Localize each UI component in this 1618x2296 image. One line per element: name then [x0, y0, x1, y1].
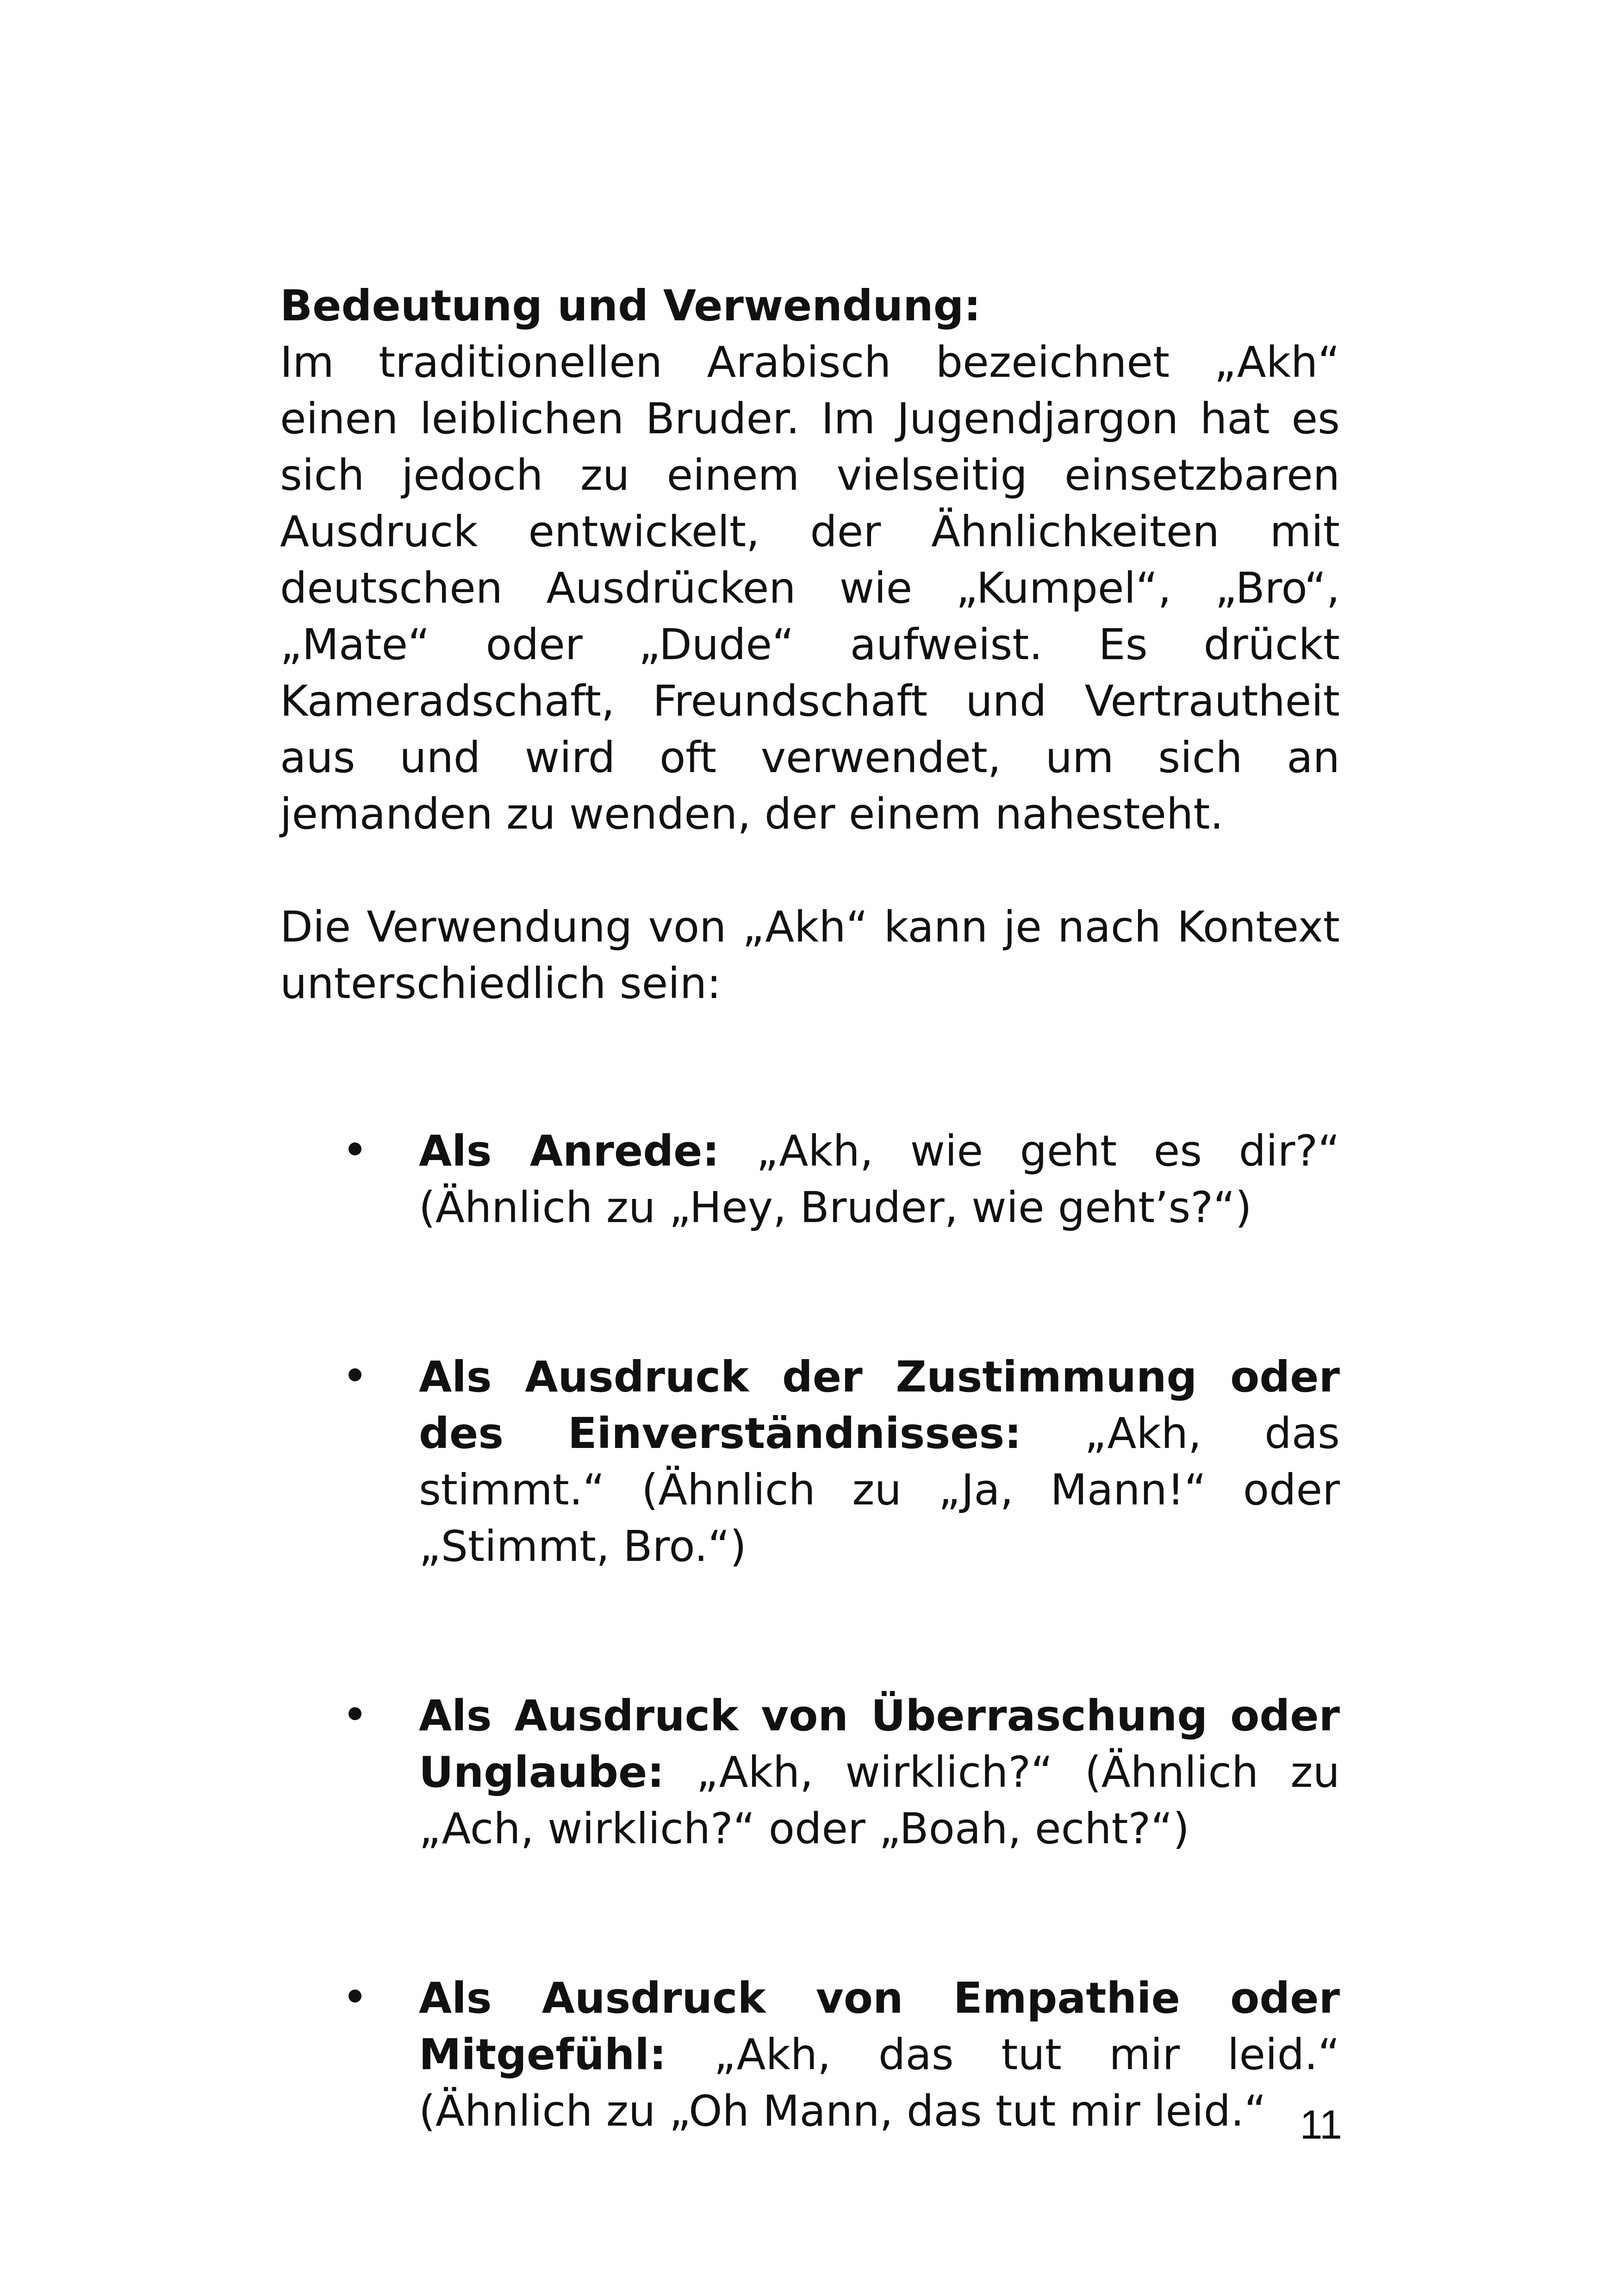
bullet-icon	[348, 1142, 361, 1155]
list-item-text: „Akh, wirklich?“ (Ähnlich zu „Ach, wirklich?“ oder „Boah, echt?“)	[419, 1747, 1340, 1853]
list-item-text: „Akh, wie geht es dir?“ (Ähnlich zu „Hey, Bruder, wie geht’s?“)	[419, 1126, 1340, 1232]
list-item	[280, 1349, 1340, 1575]
page-number: 11	[1300, 2102, 1342, 2147]
bullet-icon	[348, 1707, 361, 1720]
list-item	[280, 1970, 1340, 2140]
page-content	[280, 278, 1340, 2140]
bullet-icon	[348, 1990, 361, 2003]
list-item-text: „Akh, das tut mir leid.“ (Ähnlich zu „Oh Mann, das tut mir leid.“	[419, 2030, 1340, 2136]
list-item-text: „Akh, das stimmt.“ (Ähnlich zu „Ja, Mann!“ oder „Stimmt, Bro.“)	[419, 1409, 1340, 1571]
paragraph-meaning: Im traditionellen Arabisch bezeichnet „Akh“ einen leiblichen Bruder. Im Jugendjargon hat es sich jedoch zu einem vielseitig einsetzbaren Ausdruck entwickelt, der Ähnlichkeiten mit deutschen Ausdrücken wie „Kumpel“, „Bro“, „Mate“ oder „Dude“ aufweist. Es drückt Kameradschaft, Freundschaft und Vertrautheit aus und wird oft verwendet, um sich an jemanden zu wenden, der einem nahesteht.	[280, 337, 1340, 839]
list-item-term: Als Ausdruck von Empathie oder Mitgefühl:	[419, 1973, 1340, 2079]
list-item-term: Als Ausdruck von Überraschung oder Unglaube:	[419, 1691, 1340, 1797]
list-item-term: Als Anrede:	[419, 1126, 720, 1176]
paragraph-usage-intro: Die Verwendung von „Akh“ kann je nach Kontext unterschiedlich sein:	[280, 902, 1340, 1008]
list-item	[280, 1688, 1340, 1857]
bullet-icon	[348, 1368, 361, 1381]
list-item	[280, 1123, 1340, 1236]
usage-list	[280, 1123, 1340, 2140]
section-heading: Bedeutung und Verwendung:	[280, 281, 981, 331]
list-item-term: Als Ausdruck der Zustimmung oder des Einverständnisses:	[419, 1352, 1340, 1458]
